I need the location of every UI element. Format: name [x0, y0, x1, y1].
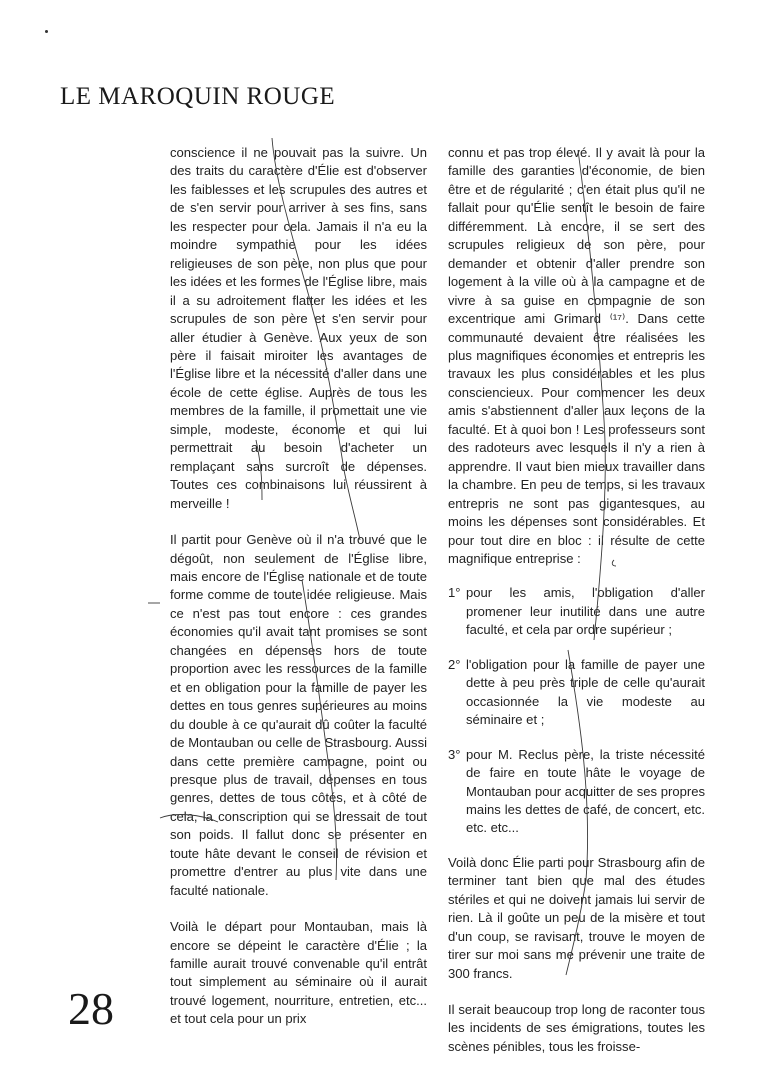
- list-item: [448, 584, 705, 639]
- right-column: [448, 144, 705, 1056]
- numbered-list: [448, 584, 705, 837]
- paragraph: Il serait beaucoup trop long de raconter tous les incidents de ses émigrations, toutes les scènes pénibles, tous les froisse-: [448, 1002, 705, 1054]
- list-item: [448, 746, 705, 838]
- list-text: l'obligation pour la famille de payer une dette à peu près triple de celle qu'aurait occasionnée la vie modeste au séminaire et ;: [466, 656, 705, 728]
- paragraph: conscience il ne pouvait pas la suivre. Un des traits du caractère d'Élie est d'observer les faiblesses et les scrupules des autres et de s'en servir pour arriver à ses fins, sans les respecter pour cela. Jamais il n'a eu la moindre sympathie pour les idées religieuses de son père, non plus que pour les idées et les formes de l'Église libre, mais il a su adroitement flatter les idées et les scrupules de son père et s'en servir pour aller étudier à Genève. Aux yeux de son père il faisait miroiter les avantages de l'Église libre et la nécessité d'aller dans une école de cette église. Auprès de tous les membres de la famille, il promettait une vie simple, modeste, économe et qui lui permettrait au besoin d'acheter un remplaçant sans surcroît de dépenses. Toutes ces combinaisons lui réussirent à merveille !: [170, 145, 427, 511]
- stray-mark: [45, 30, 48, 33]
- list-number: 1°: [448, 585, 461, 601]
- running-header: LE MAROQUIN ROUGE: [60, 83, 336, 110]
- paragraph: Voilà donc Élie parti pour Strasbourg afin de terminer tant bien que mal des études stériles et qui ne doivent jamais lui servir de rien. Là il goûte un peu de la misère et tout d'un coup, se ravisant, trouve le moyen de tirer sur moi sans me prévenir une traite de 300 francs.: [448, 854, 705, 981]
- page-number: 28: [68, 983, 114, 1034]
- paragraph: Voilà le départ pour Montauban, mais là encore se dépeint le caractère d'Élie ; la famille aurait trouvé convenable qu'il entrât tout simplement au séminaire où il aurait trouvé logement, nourriture, entretien, etc... et tout cela pour un prix: [170, 919, 427, 1027]
- list-text: pour M. Reclus père, la triste nécessité de faire en toute hâte le voyage de Montauban pour acquitter de ses propres mains les dettes de café, de concert, etc. etc. etc...: [466, 746, 705, 836]
- list-text: pour les amis, l'obligation d'aller promener leur inutilité dans une autre faculté, et cela par ordre supérieur ;: [466, 585, 705, 638]
- paragraph: Il partit pour Genève où il n'a trouvé que le dégoût, non seulement de l'Église libre, mais encore de l'Église nationale et de toute forme comme de toute idée religieuse. Mais ce n'est pas tout encore : ces grandes économies qu'il avait tant promises se sont changées en dépenses hors de toute proportion avec les ressources de la famille et en obligation pour la famille de payer les dettes en tous genres supérieures au moins du double à ce qu'aurait dû coûter la faculté de Montauban ou celle de Strasbourg. Aussi dans cette première campagne, point ou presque plus de travail, dépenses en tous genres, dettes de tous côtés, et à côté de cela, la conscription qui se dressait de tout son poids. Il fallut donc se présenter en toute hâte devant le conseil de révision et promettre d'entrer au plus vite dans une faculté nationale.: [170, 532, 427, 898]
- left-column: [170, 144, 427, 1029]
- list-number: 3°: [448, 746, 461, 762]
- list-number: 2°: [448, 656, 461, 672]
- paragraph: connu et pas trop élevé. Il y avait là pour la famille des garanties d'économie, de bien être et de régularité ; c'en était plus qu'il ne fallait pour qu'Élie sentît le besoin de faire différemment. Là encore, il se sert des scrupules religieux de son père, pour demander et obtenir d'aller prendre son logement à la ville où à la campagne et de vivre à sa guise en compagnie de son excentrique ami Grimard ⁽¹⁷⁾. Dans cette communauté devaient être réalisées les plus magnifiques économies et entrepris les travaux les plus considérables et les plus consciencieux. Pour commencer les deux amis s'abstiennent d'aller aux leçons de la faculté. Et à quoi bon ! Les professeurs sont des radoteurs avec lesquels il n'y a rien à apprendre. Il vaut bien mieux travailler dans la chambre. En peu de temps, si les travaux entrepris ne sont pas gigantesques, au moins les dépenses sont considérables. Et pour tout dire en bloc : il résulte de cette magnifique entreprise :: [448, 145, 705, 566]
- list-item: [448, 656, 705, 730]
